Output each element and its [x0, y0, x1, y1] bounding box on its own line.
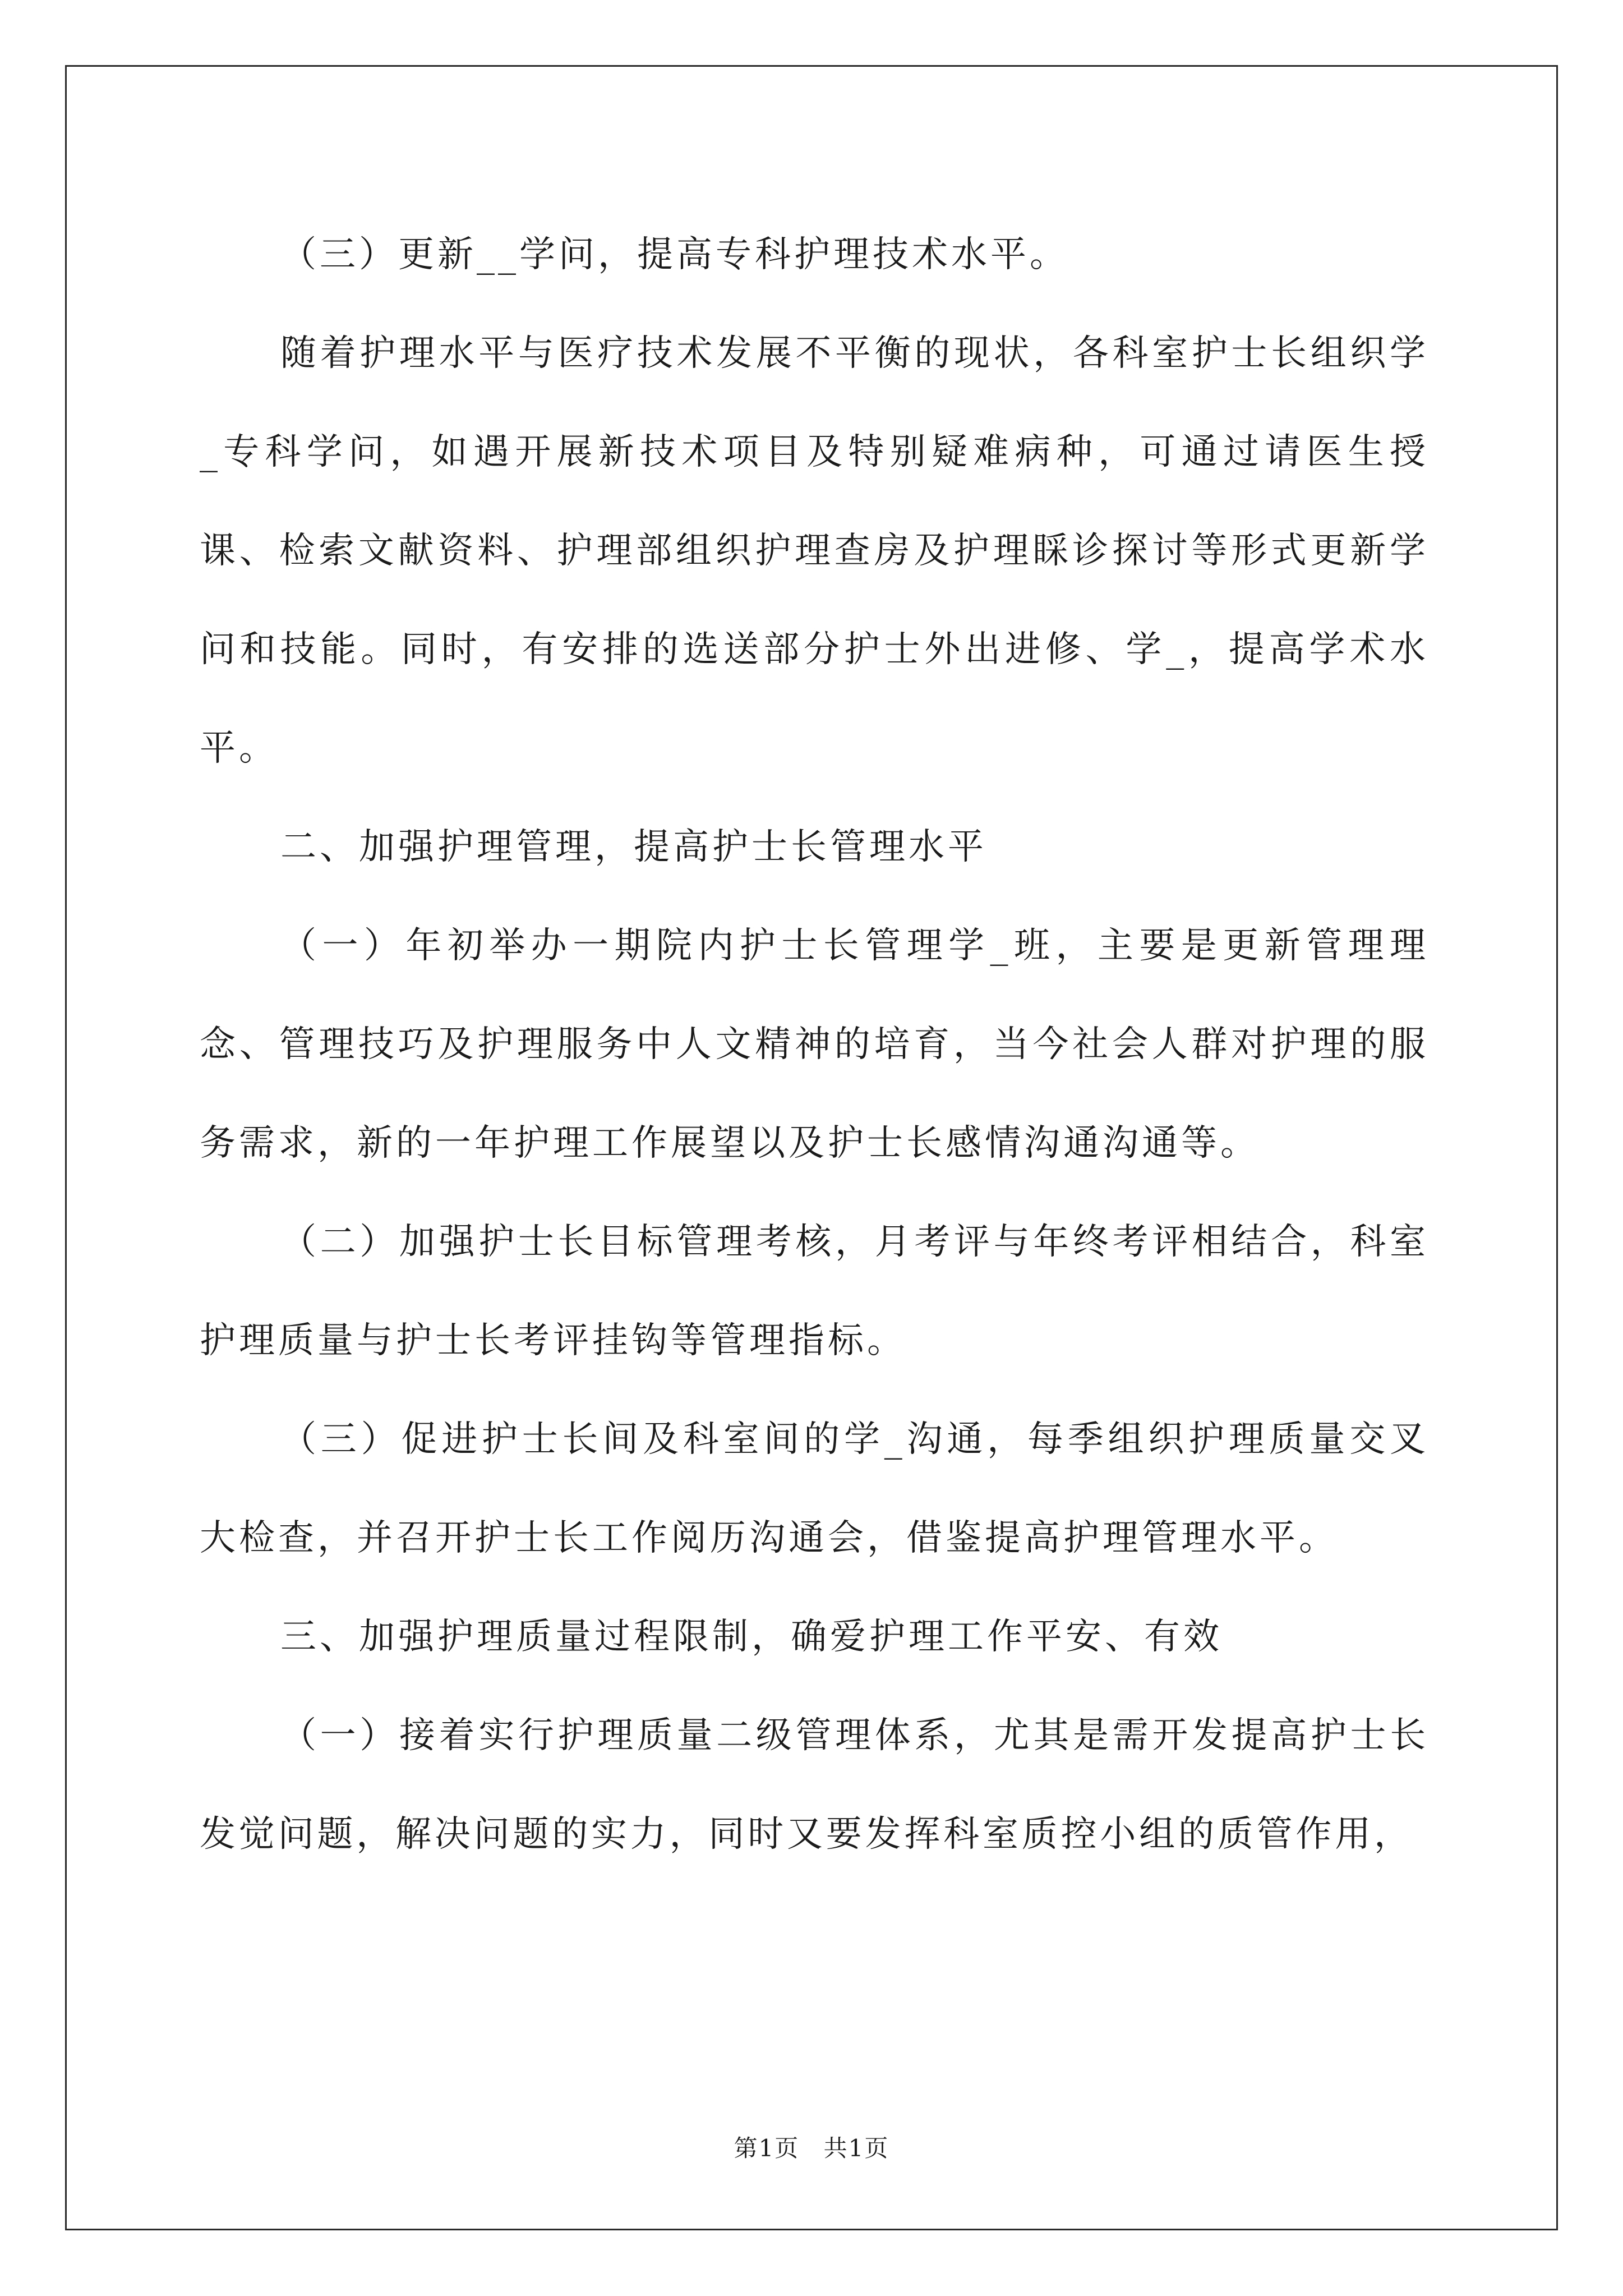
paragraph-body: （三）促进护士长间及科室间的学_沟通，每季组织护理质量交叉大检查，并召开护士长工作阅历沟通会，借鉴提高护理管理水平。 [200, 1419, 1429, 1559]
page-number-current: 第1页 [734, 2134, 800, 2162]
paragraph-body: （一）接着实行护理质量二级管理体系，尤其是需开发提高护士长发觉问题，解决问题的实力，同时又要发挥科室质控小组的质管作用， [200, 1715, 1429, 1855]
paragraph-section-heading: 二、加强护理管理，提高护士长管理水平 [280, 826, 987, 868]
paragraph-section-heading: 三、加强护理质量过程限制，确爱护理工作平安、有效 [280, 1616, 1223, 1658]
paragraph-body: （二）加强护士长目标管理考核，月考评与年终考评相结合，科室护理质量与护士长考评挂钩等管理指标。 [200, 1221, 1429, 1361]
paragraph-section-heading: （三）更新__学问，提高专科护理技术水平。 [280, 234, 1069, 275]
page-footer [0, 2132, 1623, 2165]
paragraph-body: （一）年初举办一期院内护士长管理学_班，主要是更新管理理念、管理技巧及护理服务中人文精神的培育，当今社会人群对护理的服务需求，新的一年护理工作展望以及护士长感情沟通沟通等。 [200, 925, 1429, 1164]
page-number-total: 共1页 [823, 2134, 889, 2162]
paragraph-body: 随着护理水平与医疗技术发展不平衡的现状，各科室护士长组织学_专科学问，如遇开展新技术项目及特别疑难病种，可通过请医生授课、检索文献资料、护理部组织护理查房及护理睬诊探讨等形式更新学问和技能。同时，有安排的选送部分护士外出进修、学_，提高学术水平。 [200, 333, 1429, 769]
document-body [200, 205, 1429, 1884]
